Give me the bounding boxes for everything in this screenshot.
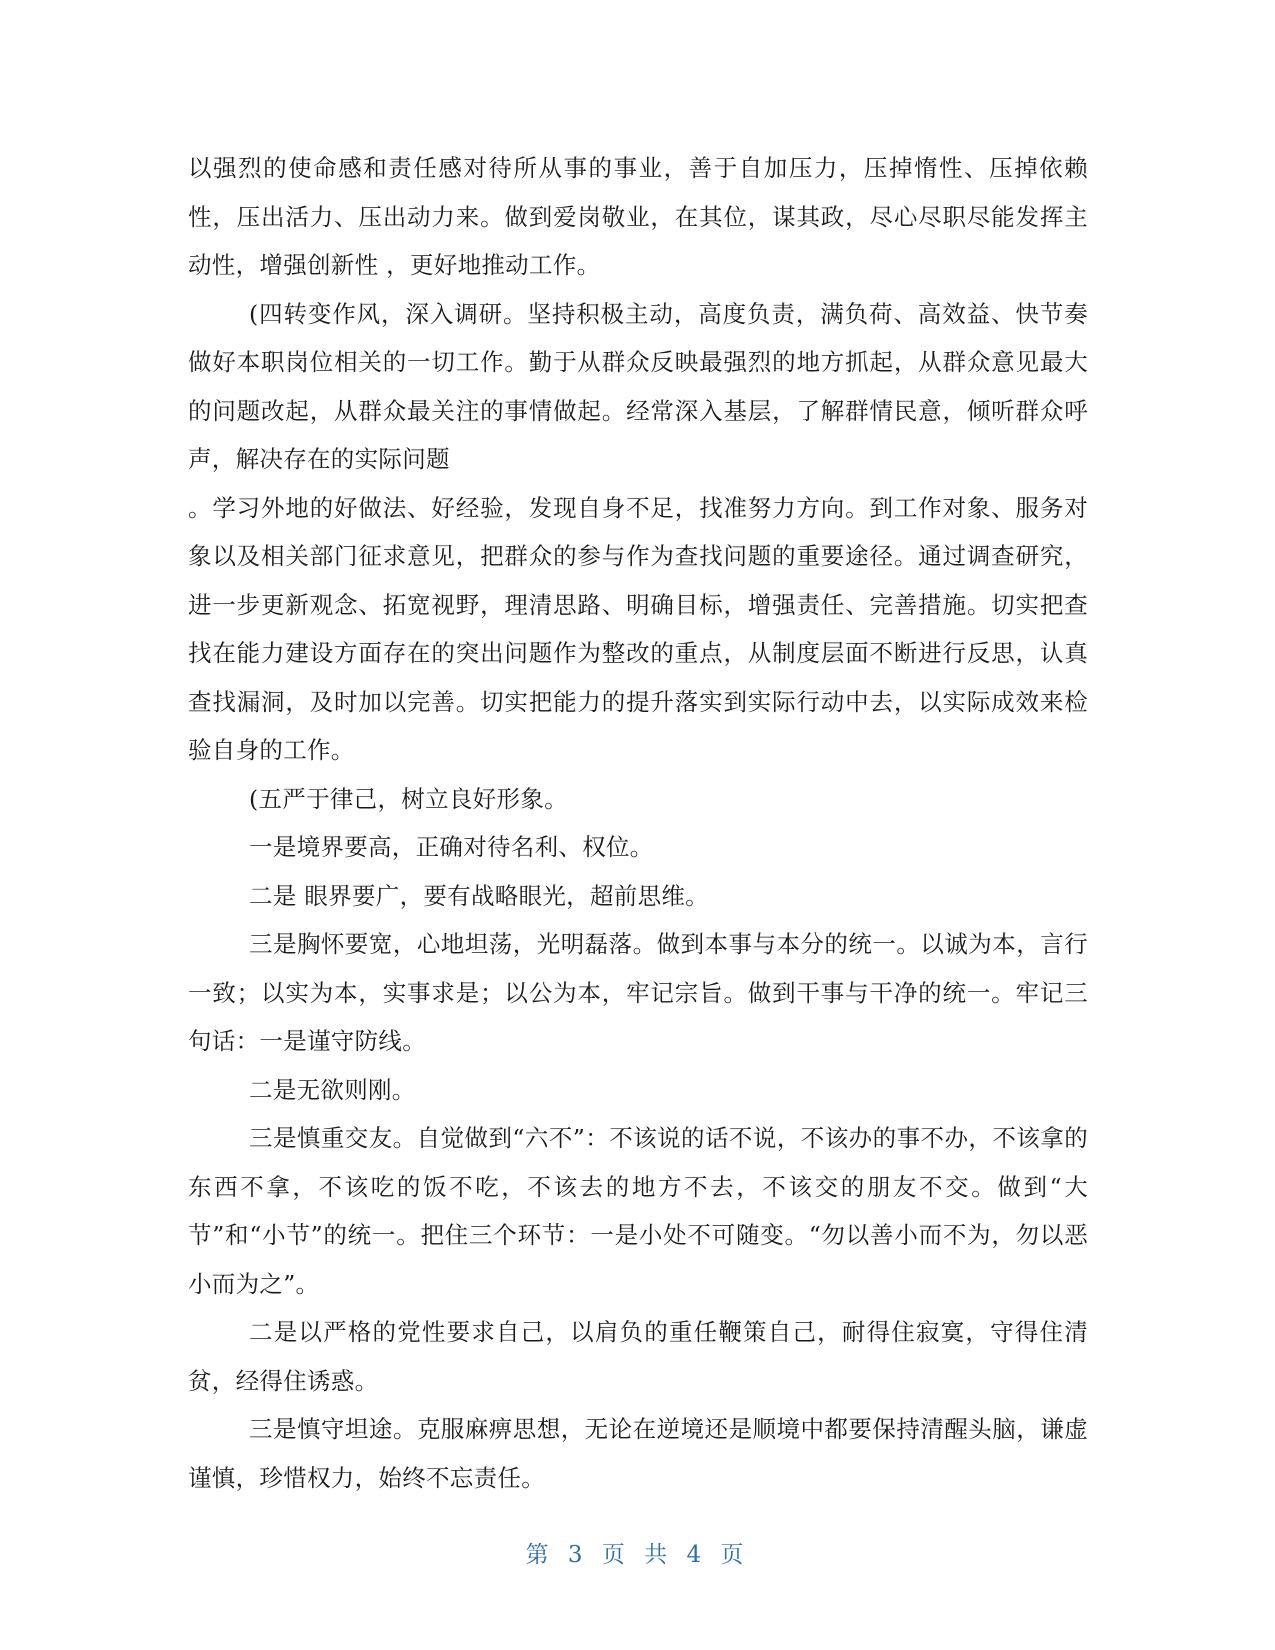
paragraph: 以强烈的使命感和责任感对待所从事的事业，善于自加压力，压掉惰性、压掉依赖性，压出活力、压出动力来。做到爱岗敬业，在其位，谋其政，尽心尽职尽能发挥主动性，增强创新性 ，更好地推动工作。 <box>188 154 1088 279</box>
paragraph: 三是胸怀要宽，心地坦荡，光明磊落。做到本事与本分的统一。以诚为本，言行一致；以实为本，实事求是；以公为本，牢记宗旨。做到干事与干净的统一。牢记三句话：一是谨守防线。 <box>188 930 1088 1055</box>
paragraph: 二是 眼界要广，要有战略眼光，超前思维。 <box>249 881 709 910</box>
paragraph: 三是慎重交友。自觉做到“六不”：不该说的话不说，不该办的事不办，不该拿的东西不拿，不该吃的饭不吃，不该去的地方不去，不该交的朋友不交。做到“大节”和“小节”的统一。把住三个环节：一是小处不可随变。“勿以善小而不为，勿以恶小而为之”。 <box>188 1124 1088 1298</box>
paragraph: 二是无欲则刚。 <box>249 1075 416 1104</box>
paragraph: (四转变作风，深入调研。坚持积极主动，高度负责，满负荷、高效益、快节奏做好本职岗位相关的一切工作。勤于从群众反映最强烈的地方抓起，从群众意见最大的问题改起，从群众最关注的事情做起。经常深入基层，了解群情民意，倾听群众呼声，解决存在的实际问题 <box>188 299 1088 473</box>
document-body <box>188 144 1088 1502</box>
paragraph: 三是慎守坦途。克服麻痹思想，无论在逆境还是顺境中都要保持清醒头脑，谦虚谨慎，珍惜权力，始终不忘责任。 <box>188 1415 1088 1492</box>
paragraph: 。学习外地的好做法、好经验，发现自身不足，找准努力方向。到工作对象、服务对象以及相关部门征求意见，把群众的参与作为查找问题的重要途径。通过调查研究，进一步更新观念、拓宽视野，理清思路、明确目标，增强责任、完善措施。切实把查找在能力建设方面存在的突出问题作为整改的重点，从制度层面不断进行反思，认真查找漏洞，及时加以完善。切实把能力的提升落实到实际行动中去，以实际成效来检验自身的工作。 <box>188 493 1088 764</box>
paragraph: 二是以严格的党性要求自己，以肩负的重任鞭策自己，耐得住寂寞，守得住清贫，经得住诱惑。 <box>188 1318 1088 1395</box>
page-number-footer: 第 3 页 共 4 页 <box>525 1542 750 1568</box>
paragraph: (五严于律己，树立良好形象。 <box>249 784 568 813</box>
paragraph: 一是境界要高，正确对待名利、权位。 <box>249 833 654 861</box>
